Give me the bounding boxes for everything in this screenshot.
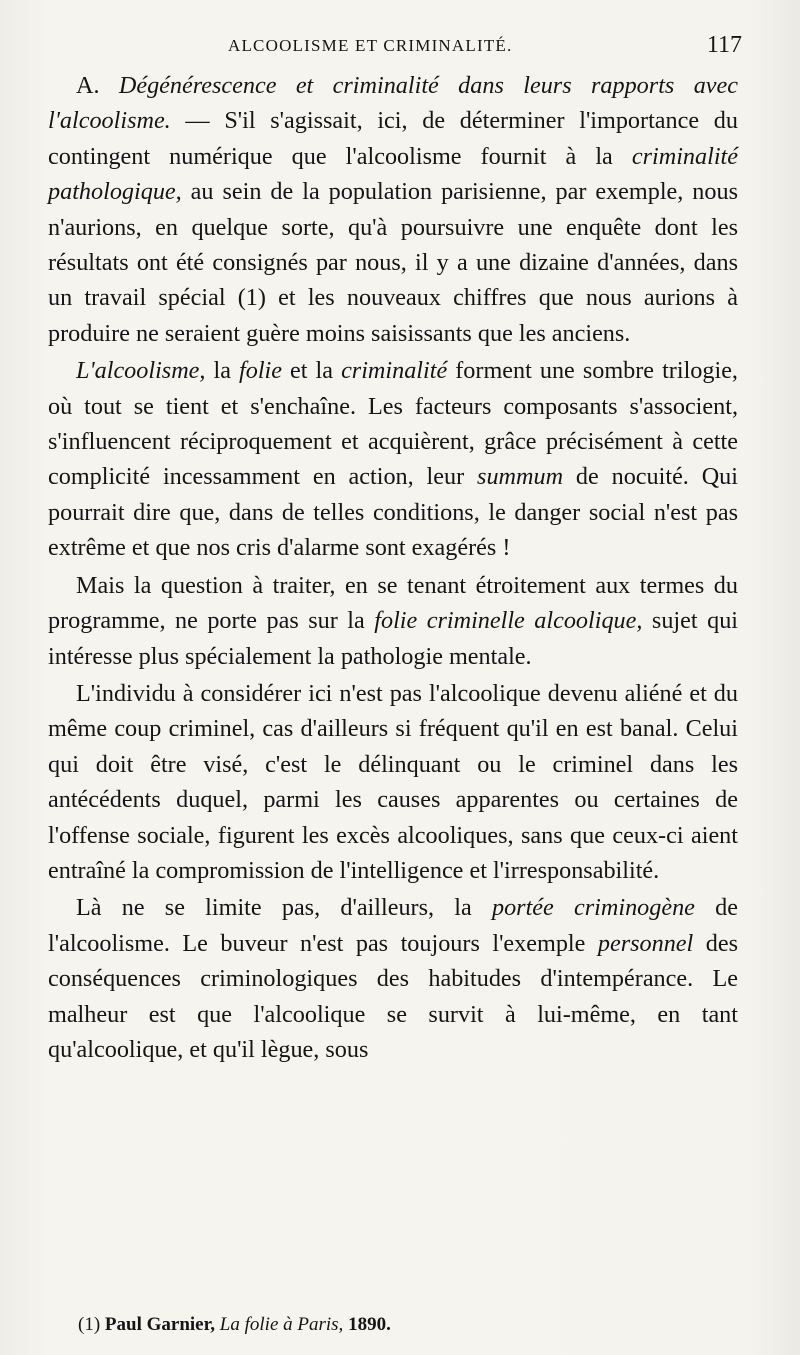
- footnote: [78, 1313, 738, 1337]
- paragraph-text: de nocuité. Qui pourrait dire que, dans de telles conditions, le danger social n'est pas extrême et que nos cris d'alarme sont exagérés !: [48, 463, 738, 562]
- italic-phrase: portée criminogène: [491, 894, 695, 922]
- italic-phrase: folie: [239, 357, 283, 385]
- paragraph-2: [48, 353, 738, 565]
- section-label: A.: [76, 72, 100, 99]
- paragraph-1: [48, 68, 738, 351]
- section-heading: Dégénérescence et criminalité dans leurs rapports avec l'alcoolisme.: [48, 72, 738, 135]
- footnote-work-title: La folie à Paris,: [219, 1314, 344, 1335]
- footnote-author: Paul Garnier,: [104, 1314, 216, 1335]
- paragraph-4: L'individu à considérer ici n'est pas l'alcoolique devenu aliéné et du même coup criminel, cas d'ailleurs si fréquent qu'il en est banal. Celui qui doit être visé, c'est le délinquant ou le criminel dans les antécédents duquel, parmi les causes apparentes ou certaines de l'offense sociale, figurent les excès alcooliques, sans que ceux-ci aient entraîné la compromission de l'intelligence et l'irresponsabilité.: [48, 679, 738, 884]
- footnote-year: 1890.: [348, 1314, 391, 1335]
- italic-phrase: personnel: [597, 929, 694, 957]
- page-number: 117: [706, 32, 742, 58]
- paragraph-text: Là ne se limite pas, d'ailleurs, la: [76, 894, 492, 922]
- running-title: ALCOOLISME ET CRIMINALITÉ.: [228, 36, 513, 55]
- italic-phrase: folie criminelle alcoolique,: [374, 607, 643, 635]
- paragraph-text: de l'alcoolisme. Le buveur n'est pas toujours l'exemple: [48, 894, 738, 957]
- body-text: [48, 68, 738, 1067]
- paragraph-3: [48, 568, 738, 674]
- paragraph-text: la: [205, 357, 240, 385]
- paragraph-text: forment une sombre trilogie, où tout se tient et s'enchaîne. Les facteurs composants s'associent, s'influencent réciproquement et acquièrent, grâce précisément à cette complicité incessamment en action, leur: [48, 357, 738, 491]
- paragraph-text: et la: [282, 357, 342, 385]
- running-header: [48, 34, 742, 64]
- italic-phrase: summum: [477, 463, 564, 491]
- italic-phrase: criminalité pathologique,: [48, 142, 738, 206]
- paragraph-text: des conséquences criminologiques des habitudes d'intempérance. Le malheur est que l'alcoolique se survit à lui-même, en tant qu'alcoolique, et qu'il lègue, sous: [48, 929, 738, 1063]
- footnote-marker: (1): [78, 1314, 101, 1335]
- paragraph-text: — S'il s'agissait, ici, de déterminer l'importance du contingent numérique que l'alcoolisme fournit à la: [48, 107, 738, 170]
- paragraph-text: sujet qui intéresse plus spécialement la pathologie mentale.: [48, 607, 739, 670]
- italic-phrase: L'alcoolisme,: [76, 357, 206, 385]
- paragraph-5: [48, 890, 738, 1067]
- paragraph-text: au sein de la population parisienne, par exemple, nous n'aurions, en quelque sorte, qu'à poursuivre une enquête dont les résultats ont été consignés par nous, il y a une dizaine d'années, dans un travail spécial (1) et les nouveaux chiffres que nous aurions à produire ne seraient guère moins saisissants que les anciens.: [48, 178, 738, 347]
- paragraph-text: Mais la question à traiter, en se tenant étroitement aux termes du programme, ne porte pas sur la: [48, 571, 738, 635]
- italic-phrase: criminalité: [341, 357, 448, 385]
